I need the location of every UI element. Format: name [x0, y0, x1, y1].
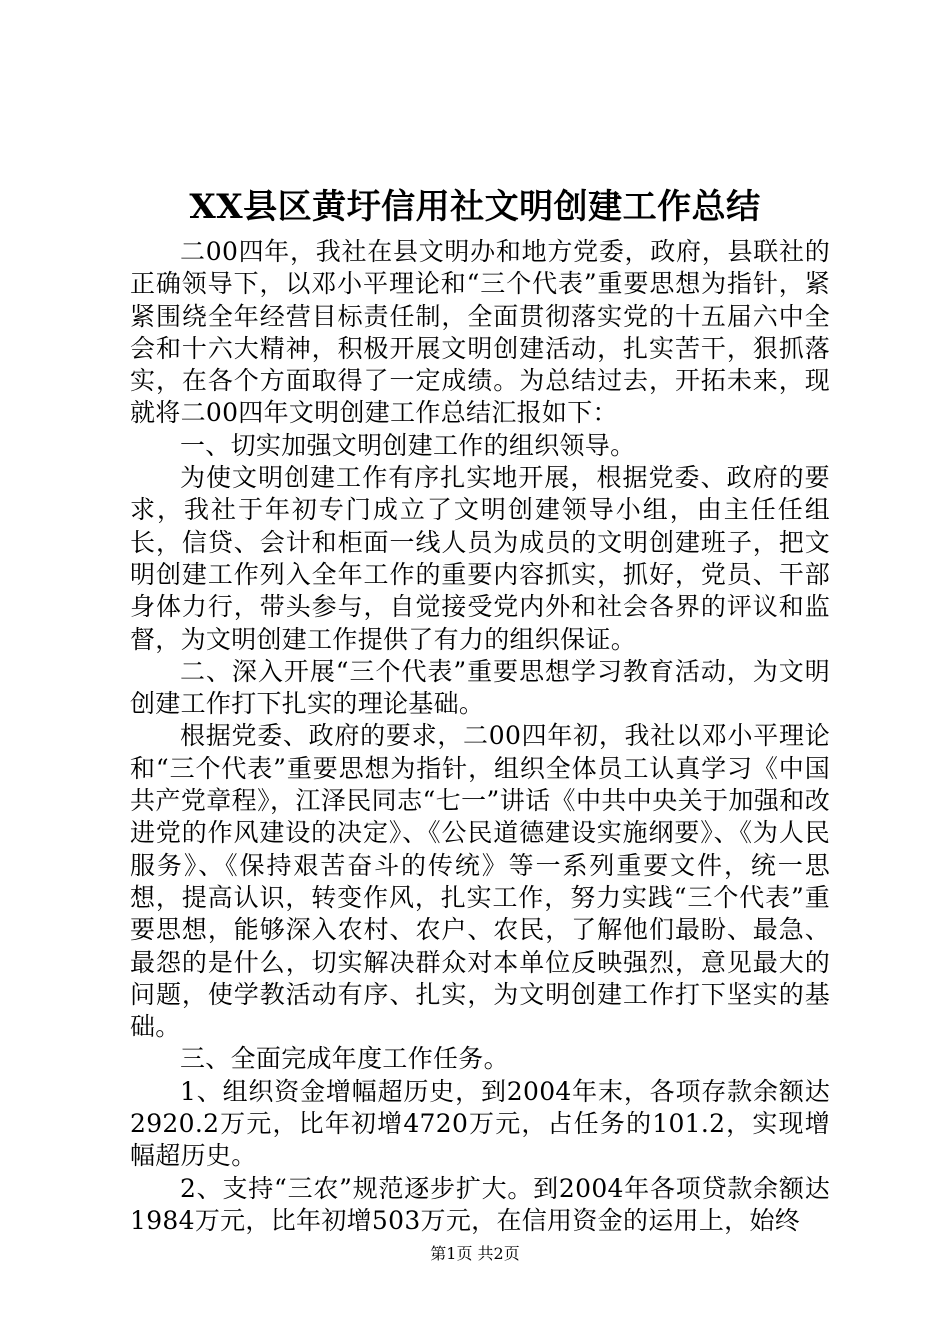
- paragraph-item-2: 2、支持“三农”规范逐步扩大。到2004年各项贷款余额达1984万元，比年初增503万元，在信用资金的运用上，始终: [130, 1173, 830, 1235]
- paragraph-section-1: 为使文明创建工作有序扎实地开展，根据党委、政府的要求，我社于年初专门成立了文明创建领导小组，由主任任组长，信贷、会计和柜面一线人员为成员的文明创建班子，把文明创建工作列入全年工作的重要内容抓实，抓好，党员、干部身体力行，带头参与，自觉接受党内外和社会各界的评议和监督，为文明创建工作提供了有力的组织保证。: [130, 463, 830, 654]
- paragraph-intro: 二00四年，我社在县文明办和地方党委，政府，县联社的正确领导下，以邓小平理论和“三个代表”重要思想为指针，紧紧围绕全年经营目标责任制，全面贯彻落实党的十五届六中全会和十六大精神，积极开展文明创建活动，扎实苦干，狠抓落实，在各个方面取得了一定成绩。为总结过去，开拓未来，现就将二00四年文明创建工作总结汇报如下：: [130, 237, 830, 428]
- section-heading-1: 一、切实加强文明创建工作的组织领导。: [180, 430, 636, 460]
- paragraph-section-2: 根据党委、政府的要求，二00四年初，我社以邓小平理论和“三个代表”重要思想为指针，组织全体员工认真学习《中国共产党章程》，江泽民同志“七一”讲话《中共中央关于加强和改进党的作风建设的决定》、《公民道德建设实施纲要》、《为人民服务》、《保持艰苦奋斗的传统》等一系列重要文件，统一思想，提高认识，转变作风，扎实工作，努力实践“三个代表”重要思想，能够深入农村、农户、农民，了解他们最盼、最急、最怨的是什么，切实解决群众对本单位反映强烈，意见最大的问题，使学教活动有序、扎实，为文明创建工作打下坚实的基础。: [130, 721, 830, 1042]
- paragraph-item-1: 1、组织资金增幅超历史，到2004年末，各项存款余额达2920.2万元，比年初增4720万元，占任务的101.2，实现增幅超历史。: [130, 1076, 830, 1171]
- page-number-footer: 第1页 共2页: [430, 1244, 520, 1263]
- section-heading-3: 三、全面完成年度工作任务。: [180, 1044, 509, 1074]
- section-heading-2: 二、深入开展“三个代表”重要思想学习教育活动，为文明创建工作打下扎实的理论基础。: [130, 656, 830, 719]
- document-title: XX县区黄圩信用社文明创建工作总结: [189, 187, 761, 227]
- document-body: [130, 236, 830, 1237]
